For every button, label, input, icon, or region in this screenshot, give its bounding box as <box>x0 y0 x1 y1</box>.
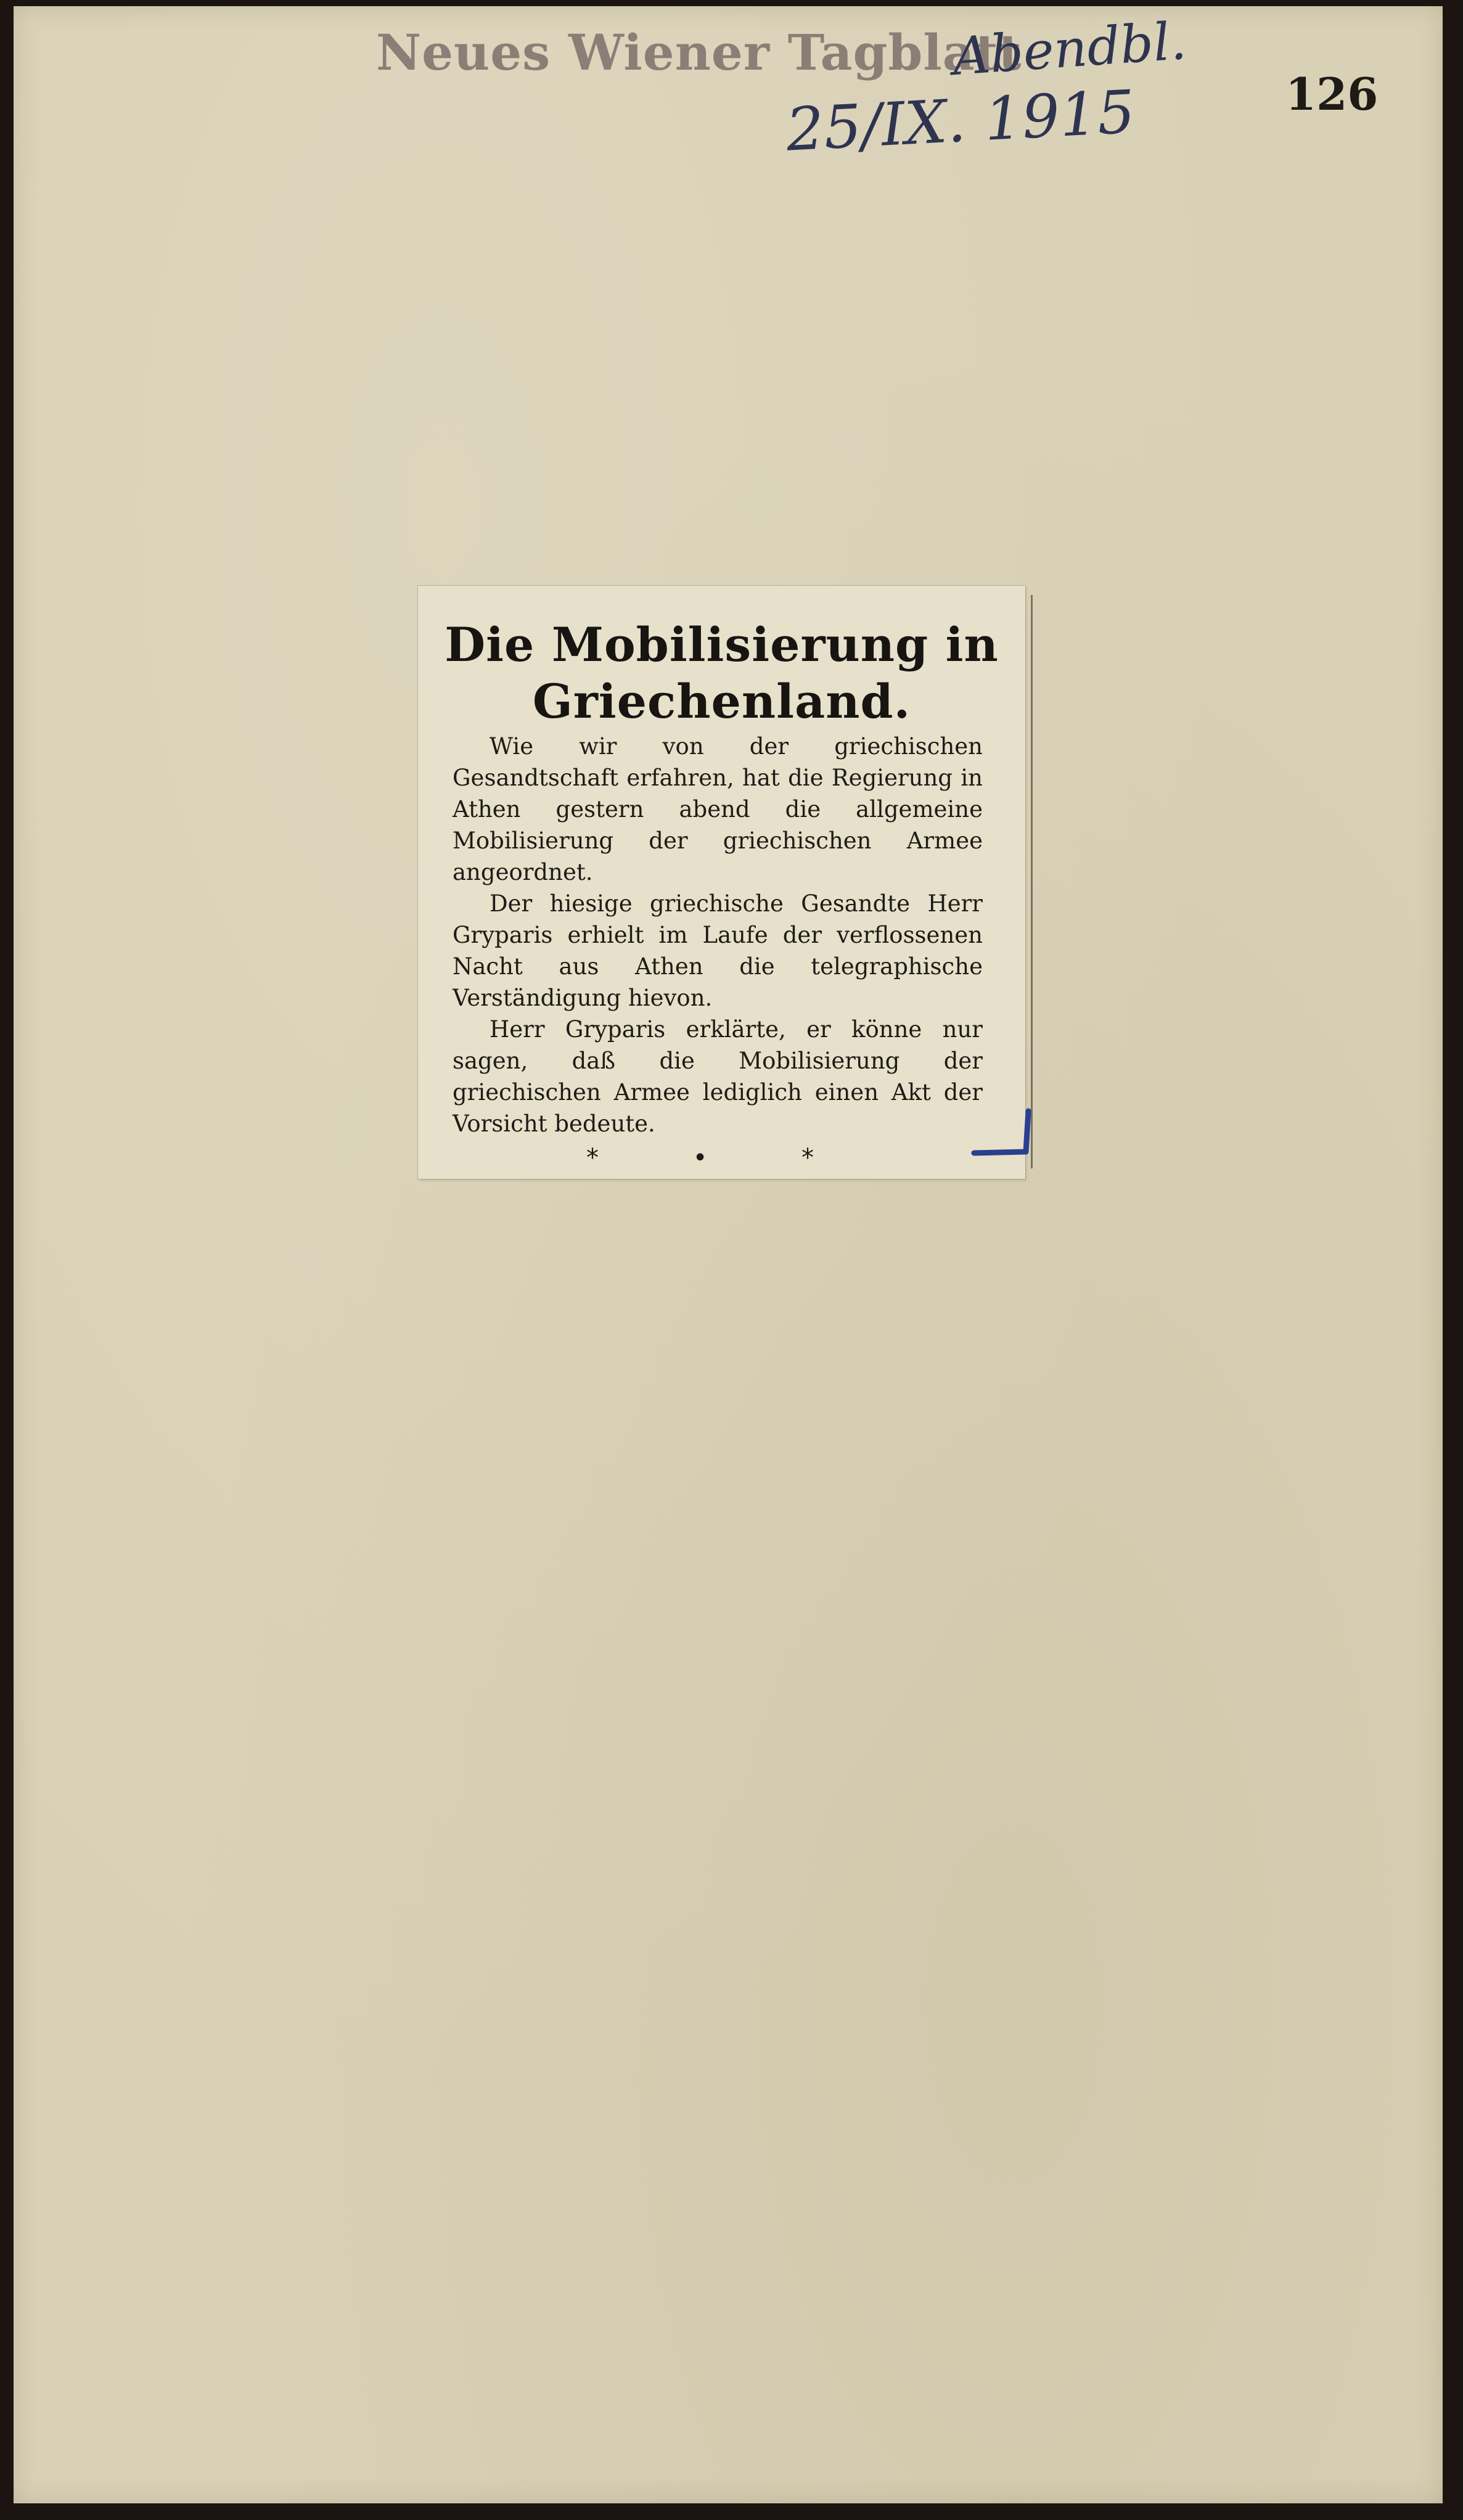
article-headline: Die Mobilisierung in Griechenland. <box>445 617 999 729</box>
folio-number: 126 <box>1285 68 1379 120</box>
article-paragraph: Wie wir von der griechischen Gesandtschaft erfahren, hat die Regierung in Athen gestern abend die allgemeine Mobilisierung der griechischen Armee angeordnet. <box>453 733 983 885</box>
article-paragraph: Der hiesige griechische Gesandte Herr Gryparis erhielt im Laufe der verflossenen Nacht aus Athen die telegraphische Verständigung hievon. <box>453 890 983 1011</box>
handwritten-edition-note: Abendbl. <box>951 10 1189 88</box>
clipping-shadow-edge <box>1031 595 1033 1168</box>
blue-pencil-mark <box>969 1105 1043 1160</box>
article-paragraph: Herr Gryparis erklärte, er könne nur sagen, daß die Mobilisierung der griechischen Armee lediglich einen Akt der Vorsicht bedeute. <box>453 1016 983 1137</box>
newspaper-stamp: Neues Wiener Tagblatt <box>376 23 1022 81</box>
newspaper-clipping <box>418 586 1025 1179</box>
section-ornament: * • * <box>586 1144 858 1172</box>
handwritten-date: 25/IX. 1915 <box>784 77 1137 165</box>
archive-sheet <box>14 6 1443 2503</box>
article-body <box>453 731 983 1139</box>
